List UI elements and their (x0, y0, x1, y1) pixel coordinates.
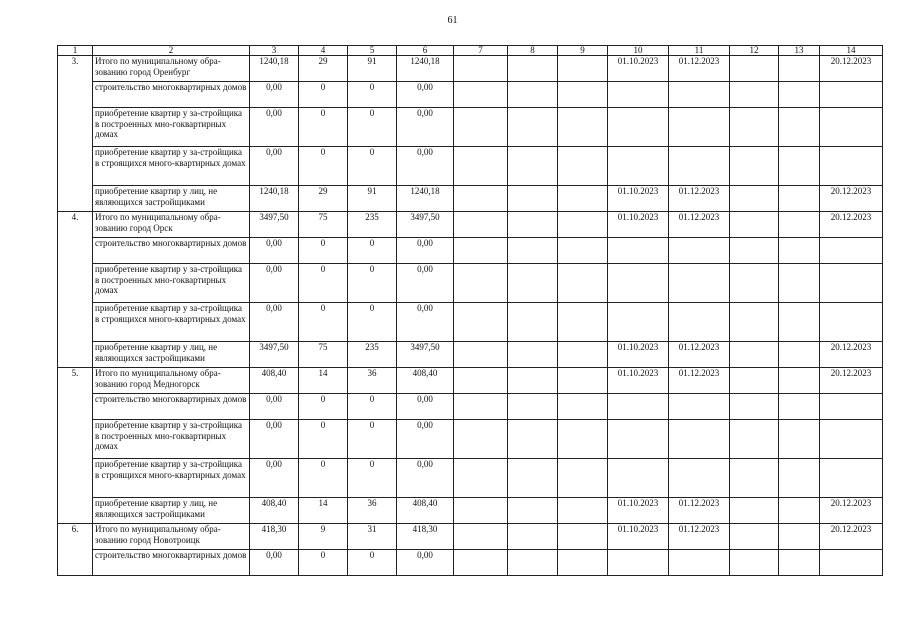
value-cell: 0 (299, 394, 348, 420)
table-row (58, 368, 883, 394)
column-header: 13 (779, 46, 820, 56)
name-cell: Итого по муниципальному обра-зованию город Оренбург (93, 56, 250, 82)
table-row (58, 264, 883, 303)
empty-cell (730, 524, 779, 550)
table-body (58, 46, 883, 576)
empty-cell (454, 303, 508, 342)
empty-cell (558, 394, 608, 420)
empty-cell (508, 212, 558, 238)
row-number: 5. (58, 368, 93, 524)
empty-cell (508, 498, 558, 524)
empty-cell (508, 524, 558, 550)
date-cell: 20.12.2023 (820, 342, 883, 368)
date-cell: 20.12.2023 (820, 524, 883, 550)
value-cell: 3497,50 (250, 212, 299, 238)
value-cell: 0 (299, 264, 348, 303)
table-row (58, 186, 883, 212)
value-cell: 75 (299, 342, 348, 368)
page-number: 61 (447, 15, 458, 26)
name-cell: приобретение квартир у лиц, не являющихся застройщиками (93, 342, 250, 368)
value-cell: 3497,50 (250, 342, 299, 368)
empty-cell (558, 56, 608, 82)
table-row (58, 303, 883, 342)
empty-cell (730, 238, 779, 264)
date-cell (669, 303, 730, 342)
empty-cell (779, 394, 820, 420)
empty-cell (508, 56, 558, 82)
name-cell: приобретение квартир у за-стройщика в строящихся много-квартирных домах (93, 459, 250, 498)
empty-cell (508, 108, 558, 147)
value-cell: 14 (299, 368, 348, 394)
value-cell: 0 (299, 82, 348, 108)
empty-cell (558, 459, 608, 498)
empty-cell (730, 420, 779, 459)
value-cell: 418,30 (397, 524, 454, 550)
value-cell: 408,40 (397, 498, 454, 524)
column-header: 6 (397, 46, 454, 56)
date-cell (669, 394, 730, 420)
value-cell: 1240,18 (250, 56, 299, 82)
value-cell: 0,00 (250, 550, 299, 576)
value-cell: 0 (348, 264, 397, 303)
column-header: 10 (608, 46, 669, 56)
value-cell: 0,00 (250, 108, 299, 147)
row-number: 4. (58, 212, 93, 368)
value-cell: 0,00 (397, 147, 454, 186)
table-row (58, 342, 883, 368)
value-cell: 235 (348, 342, 397, 368)
empty-cell (779, 186, 820, 212)
date-cell: 01.12.2023 (669, 368, 730, 394)
value-cell: 0,00 (397, 459, 454, 498)
date-cell: 01.12.2023 (669, 342, 730, 368)
table-row (58, 524, 883, 550)
empty-cell (779, 238, 820, 264)
empty-cell (558, 186, 608, 212)
value-cell: 0,00 (397, 264, 454, 303)
empty-cell (454, 186, 508, 212)
empty-cell (558, 147, 608, 186)
date-cell (820, 147, 883, 186)
empty-cell (779, 303, 820, 342)
empty-cell (508, 238, 558, 264)
column-header: 12 (730, 46, 779, 56)
empty-cell (730, 550, 779, 576)
date-cell: 20.12.2023 (820, 368, 883, 394)
value-cell: 0 (348, 550, 397, 576)
date-cell (608, 238, 669, 264)
date-cell: 01.10.2023 (608, 212, 669, 238)
value-cell: 0,00 (250, 459, 299, 498)
name-cell: приобретение квартир у лиц, не являющихся застройщиками (93, 498, 250, 524)
empty-cell (779, 498, 820, 524)
empty-cell (558, 108, 608, 147)
date-cell (820, 303, 883, 342)
table-row (58, 238, 883, 264)
value-cell: 0,00 (250, 394, 299, 420)
empty-cell (454, 264, 508, 303)
empty-cell (508, 186, 558, 212)
date-cell (608, 147, 669, 186)
value-cell: 0 (348, 108, 397, 147)
column-header: 7 (454, 46, 508, 56)
empty-cell (454, 550, 508, 576)
empty-cell (558, 82, 608, 108)
value-cell: 0,00 (250, 82, 299, 108)
empty-cell (454, 147, 508, 186)
value-cell: 235 (348, 212, 397, 238)
value-cell: 0 (348, 147, 397, 186)
name-cell: строительство многоквартирных домов (93, 238, 250, 264)
empty-cell (730, 394, 779, 420)
empty-cell (730, 459, 779, 498)
empty-cell (558, 238, 608, 264)
column-header: 4 (299, 46, 348, 56)
date-cell (669, 264, 730, 303)
empty-cell (454, 368, 508, 394)
value-cell: 0,00 (397, 394, 454, 420)
table-row (58, 394, 883, 420)
date-cell (669, 459, 730, 498)
date-cell: 01.10.2023 (608, 524, 669, 550)
value-cell: 36 (348, 498, 397, 524)
empty-cell (454, 56, 508, 82)
value-cell: 0,00 (250, 147, 299, 186)
date-cell (608, 459, 669, 498)
table-row (58, 420, 883, 459)
value-cell: 75 (299, 212, 348, 238)
empty-cell (558, 550, 608, 576)
empty-cell (558, 303, 608, 342)
name-cell: приобретение квартир у за-стройщика в построенных мно-гоквартирных домах (93, 264, 250, 303)
date-cell: 01.10.2023 (608, 498, 669, 524)
table-row (58, 459, 883, 498)
empty-cell (454, 498, 508, 524)
value-cell: 0,00 (397, 238, 454, 264)
column-header: 5 (348, 46, 397, 56)
empty-cell (454, 394, 508, 420)
data-table (57, 45, 883, 576)
name-cell: Итого по муниципальному обра-зованию город Новотроицк (93, 524, 250, 550)
value-cell: 31 (348, 524, 397, 550)
value-cell: 0 (348, 303, 397, 342)
date-cell (820, 238, 883, 264)
empty-cell (558, 342, 608, 368)
empty-cell (508, 147, 558, 186)
column-header: 14 (820, 46, 883, 56)
empty-cell (730, 212, 779, 238)
empty-cell (779, 264, 820, 303)
date-cell: 20.12.2023 (820, 56, 883, 82)
value-cell: 0 (299, 108, 348, 147)
table-row (58, 498, 883, 524)
table-row (58, 550, 883, 576)
table-row (58, 82, 883, 108)
empty-cell (454, 342, 508, 368)
name-cell: приобретение квартир у за-стройщика в строящихся много-квартирных домах (93, 147, 250, 186)
table-row (58, 212, 883, 238)
value-cell: 0 (299, 147, 348, 186)
empty-cell (508, 459, 558, 498)
date-cell: 01.10.2023 (608, 186, 669, 212)
value-cell: 0 (348, 238, 397, 264)
value-cell: 9 (299, 524, 348, 550)
name-cell: строительство многоквартирных домов (93, 82, 250, 108)
value-cell: 0,00 (397, 550, 454, 576)
value-cell: 0 (348, 459, 397, 498)
value-cell: 91 (348, 186, 397, 212)
date-cell (669, 147, 730, 186)
value-cell: 0,00 (250, 264, 299, 303)
empty-cell (730, 368, 779, 394)
table-row (58, 108, 883, 147)
name-cell: приобретение квартир у за-стройщика в построенных мно-гоквартирных домах (93, 420, 250, 459)
name-cell: приобретение квартир у за-стройщика в построенных мно-гоквартирных домах (93, 108, 250, 147)
value-cell: 91 (348, 56, 397, 82)
empty-cell (508, 394, 558, 420)
name-cell: строительство многоквартирных домов (93, 550, 250, 576)
value-cell: 408,40 (397, 368, 454, 394)
empty-cell (730, 82, 779, 108)
date-cell (608, 420, 669, 459)
value-cell: 0 (299, 459, 348, 498)
date-cell: 01.12.2023 (669, 56, 730, 82)
value-cell: 0,00 (397, 303, 454, 342)
date-cell (669, 238, 730, 264)
empty-cell (508, 303, 558, 342)
empty-cell (454, 420, 508, 459)
column-header: 3 (250, 46, 299, 56)
date-cell (820, 550, 883, 576)
empty-cell (730, 498, 779, 524)
date-cell (608, 82, 669, 108)
value-cell: 1240,18 (397, 56, 454, 82)
value-cell: 1240,18 (250, 186, 299, 212)
date-cell (669, 420, 730, 459)
date-cell (820, 264, 883, 303)
column-header: 2 (93, 46, 250, 56)
empty-cell (779, 524, 820, 550)
value-cell: 0 (348, 394, 397, 420)
empty-cell (730, 303, 779, 342)
empty-cell (508, 82, 558, 108)
date-cell (669, 108, 730, 147)
name-cell: приобретение квартир у за-стройщика в строящихся много-квартирных домах (93, 303, 250, 342)
date-cell (608, 303, 669, 342)
empty-cell (508, 550, 558, 576)
empty-cell (730, 108, 779, 147)
date-cell (669, 550, 730, 576)
empty-cell (508, 342, 558, 368)
empty-cell (730, 342, 779, 368)
value-cell: 0 (299, 303, 348, 342)
empty-cell (779, 56, 820, 82)
empty-cell (730, 186, 779, 212)
empty-cell (558, 212, 608, 238)
date-cell: 01.12.2023 (669, 498, 730, 524)
value-cell: 0,00 (250, 303, 299, 342)
date-cell (608, 550, 669, 576)
date-cell (820, 420, 883, 459)
empty-cell (558, 524, 608, 550)
date-cell: 20.12.2023 (820, 498, 883, 524)
date-cell: 20.12.2023 (820, 212, 883, 238)
value-cell: 0,00 (397, 420, 454, 459)
date-cell: 01.10.2023 (608, 368, 669, 394)
empty-cell (779, 550, 820, 576)
date-cell: 01.12.2023 (669, 186, 730, 212)
empty-cell (558, 264, 608, 303)
empty-cell (779, 82, 820, 108)
empty-cell (454, 212, 508, 238)
empty-cell (730, 147, 779, 186)
empty-cell (454, 524, 508, 550)
value-cell: 408,40 (250, 498, 299, 524)
name-cell: строительство многоквартирных домов (93, 394, 250, 420)
value-cell: 0 (299, 420, 348, 459)
empty-cell (508, 368, 558, 394)
value-cell: 0,00 (397, 108, 454, 147)
empty-cell (454, 108, 508, 147)
value-cell: 1240,18 (397, 186, 454, 212)
empty-cell (779, 342, 820, 368)
column-header: 1 (58, 46, 93, 56)
value-cell: 0,00 (250, 238, 299, 264)
date-cell (820, 108, 883, 147)
empty-cell (779, 108, 820, 147)
empty-cell (779, 212, 820, 238)
date-cell: 01.10.2023 (608, 342, 669, 368)
value-cell: 29 (299, 186, 348, 212)
header-row (58, 46, 883, 56)
row-number: 3. (58, 56, 93, 212)
empty-cell (508, 264, 558, 303)
name-cell: приобретение квартир у лиц, не являющихся застройщиками (93, 186, 250, 212)
value-cell: 14 (299, 498, 348, 524)
value-cell: 0 (299, 238, 348, 264)
value-cell: 3497,50 (397, 342, 454, 368)
date-cell (608, 394, 669, 420)
value-cell: 0,00 (397, 82, 454, 108)
date-cell: 01.12.2023 (669, 524, 730, 550)
empty-cell (558, 368, 608, 394)
empty-cell (779, 147, 820, 186)
date-cell (669, 82, 730, 108)
empty-cell (454, 82, 508, 108)
value-cell: 0 (348, 82, 397, 108)
table-row (58, 56, 883, 82)
value-cell: 418,30 (250, 524, 299, 550)
date-cell (820, 459, 883, 498)
name-cell: Итого по муниципальному обра-зованию город Медногорск (93, 368, 250, 394)
empty-cell (508, 420, 558, 459)
empty-cell (454, 238, 508, 264)
value-cell: 29 (299, 56, 348, 82)
empty-cell (454, 459, 508, 498)
date-cell (820, 82, 883, 108)
empty-cell (779, 420, 820, 459)
empty-cell (558, 498, 608, 524)
value-cell: 408,40 (250, 368, 299, 394)
row-number: 6. (58, 524, 93, 576)
date-cell: 20.12.2023 (820, 186, 883, 212)
value-cell: 36 (348, 368, 397, 394)
date-cell: 01.12.2023 (669, 212, 730, 238)
name-cell: Итого по муниципальному обра-зованию город Орск (93, 212, 250, 238)
value-cell: 0 (348, 420, 397, 459)
empty-cell (779, 368, 820, 394)
empty-cell (730, 264, 779, 303)
empty-cell (779, 459, 820, 498)
column-header: 8 (508, 46, 558, 56)
value-cell: 0 (299, 550, 348, 576)
date-cell (820, 394, 883, 420)
table-row (58, 147, 883, 186)
value-cell: 0,00 (250, 420, 299, 459)
column-header: 9 (558, 46, 608, 56)
column-header: 11 (669, 46, 730, 56)
date-cell (608, 264, 669, 303)
date-cell (608, 108, 669, 147)
date-cell: 01.10.2023 (608, 56, 669, 82)
value-cell: 3497,50 (397, 212, 454, 238)
empty-cell (730, 56, 779, 82)
empty-cell (558, 420, 608, 459)
